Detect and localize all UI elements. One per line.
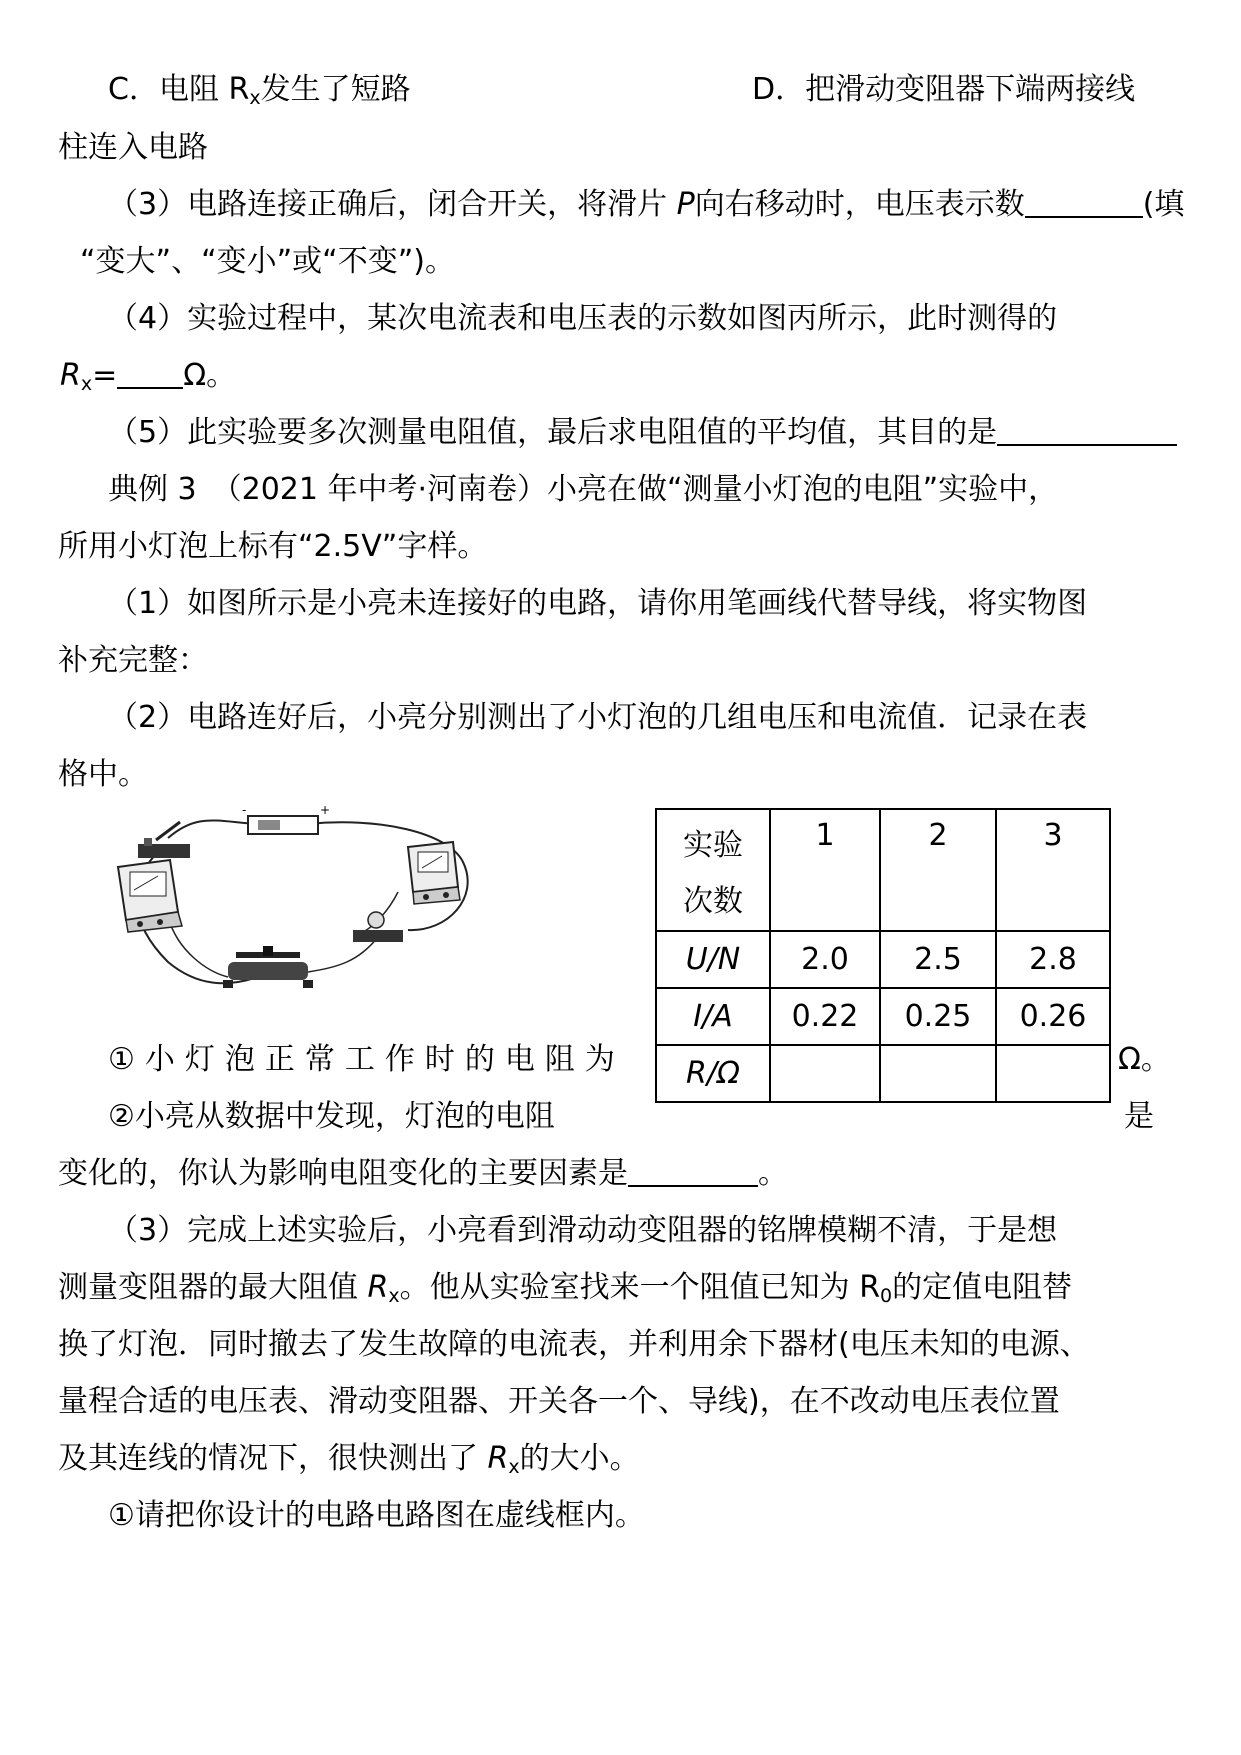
table-header-row [656, 809, 1110, 931]
p3b-sub: x [388, 1285, 400, 1307]
table-row [656, 931, 1110, 988]
part-3-line-5 [58, 1439, 640, 1479]
question-3-continuation: “变大”、“变小”或“不变”)。 [80, 244, 455, 279]
example-3-heading: 典例 3 （2021 年中考·河南卷）小亮在做“测量小灯泡的电阻”实验中， [108, 472, 1059, 507]
svg-text:-: - [242, 803, 247, 817]
part-2: （2）电路连好后，小亮分别测出了小灯泡的几组电压和电流值．记录在表 [108, 700, 1088, 735]
table-cell: 2.8 [996, 931, 1110, 988]
option-c [108, 70, 411, 110]
header-line-2: 次数 [683, 884, 743, 919]
sub-question-2-continuation [58, 1154, 788, 1194]
row-label: U/N [656, 931, 770, 988]
data-table [655, 808, 1111, 1103]
p3b-text-c: 的定值电阻替 [892, 1270, 1073, 1305]
q5-blank [997, 414, 1177, 446]
q5-text: （5）此实验要多次测量电阻值，最后求电阻值的平均值，其目的是 [108, 415, 998, 450]
header-line-1: 实验 [683, 828, 743, 863]
q3-slider-p: P [676, 187, 695, 222]
part-1: （1）如图所示是小亮未连接好的电路，请你用笔画线代替导线，将实物图 [108, 586, 1088, 621]
p3e-text-b: 的大小。 [519, 1441, 640, 1476]
part-3-sub-1: ①请把你设计的电路电路图在虚线框内。 [108, 1498, 645, 1533]
example-3-continuation: 所用小灯泡上标有“2.5V”字样。 [58, 529, 488, 564]
q3-text-c: (填 [1142, 187, 1185, 222]
p3e-sub: x [508, 1456, 520, 1478]
c2-cont-end: 。 [758, 1156, 788, 1191]
svg-text:+: + [320, 803, 331, 817]
q4-unit: Ω。 [183, 358, 237, 393]
table-header-cell: 1 [770, 809, 880, 931]
lamp-icon [353, 912, 403, 942]
battery-icon [242, 803, 330, 834]
table-cell [880, 1045, 996, 1102]
question-5 [108, 413, 1177, 453]
option-d-continuation: 柱连入电路 [58, 130, 208, 165]
c2-cont-text: 变化的，你认为影响电阻变化的主要因素是 [58, 1156, 628, 1191]
sub-question-1: ①小灯泡正常工作时的电阻为 [108, 1042, 625, 1077]
table-cell: 0.25 [880, 988, 996, 1045]
p3e-r: R [487, 1441, 509, 1476]
row-label: R/Ω [656, 1045, 770, 1102]
q3-text: （3）电路连接正确后，闭合开关，将滑片 [108, 187, 677, 222]
table-cell: 0.26 [996, 988, 1110, 1045]
q4-eq: = [92, 358, 118, 393]
table-cell [770, 1045, 880, 1102]
table-cell: 0.22 [770, 988, 880, 1045]
p3b-sub0: 0 [880, 1285, 893, 1307]
q3-text-b: 向右移动时，电压表示数 [694, 187, 1025, 222]
option-c-text: C．电阻 R [108, 72, 250, 107]
p3b-text-b: 。他从实验室找来一个阻值已知为 R [399, 1270, 881, 1305]
option-c-text-end: 发生了短路 [260, 72, 411, 107]
p3b-r: R [367, 1270, 389, 1305]
row-label: I/A [656, 988, 770, 1045]
voltmeter-icon [408, 842, 460, 904]
subscript-x: x [249, 87, 261, 109]
q3-blank [1025, 186, 1143, 218]
table-header-cell: 2 [880, 809, 996, 931]
part-3-line-2 [58, 1268, 1072, 1308]
p3b-text: 测量变阻器的最大阻值 [58, 1270, 368, 1305]
q4-sub: x [80, 373, 93, 395]
q4-r: R [60, 358, 81, 393]
p3e-text: 及其连线的情况下，很快测出了 [58, 1441, 488, 1476]
table-cell [996, 1045, 1110, 1102]
sub-question-1-unit: Ω。 [1118, 1042, 1171, 1077]
table-row [656, 988, 1110, 1045]
ammeter-icon [118, 860, 182, 932]
part-1-continuation: 补充完整： [58, 643, 208, 678]
table-header-cell: 3 [996, 809, 1110, 931]
sub-question-2-end: 是 [1124, 1099, 1154, 1134]
q4-blank [117, 357, 183, 389]
table-cell: 2.0 [770, 931, 880, 988]
question-4: （4）实验过程中，某次电流表和电压表的示数如图丙所示，此时测得的 [108, 301, 1058, 336]
question-3 [108, 185, 1184, 225]
table-cell: 2.5 [880, 931, 996, 988]
question-4-answer-line [60, 356, 236, 396]
part-3-line-3: 换了灯泡．同时撤去了发生故障的电流表，并利用余下器材(电压未知的电源、 [58, 1327, 1090, 1362]
c2-blank [628, 1155, 758, 1187]
table-header-cell [656, 809, 770, 931]
part-3: （3）完成上述实验后，小亮看到滑动动变阻器的铭牌模糊不清，于是想 [108, 1213, 1058, 1248]
part-2-continuation: 格中。 [58, 757, 148, 792]
option-d: D．把滑动变阻器下端两接线 [752, 72, 1136, 107]
circuit-illustration [108, 802, 488, 997]
table-row [656, 1045, 1110, 1102]
sub-question-2: ②小亮从数据中发现，灯泡的电阻 [108, 1099, 555, 1134]
part-3-line-4: 量程合适的电压表、滑动变阻器、开关各一个、导线)，在不改动电压表位置 [58, 1384, 1060, 1419]
